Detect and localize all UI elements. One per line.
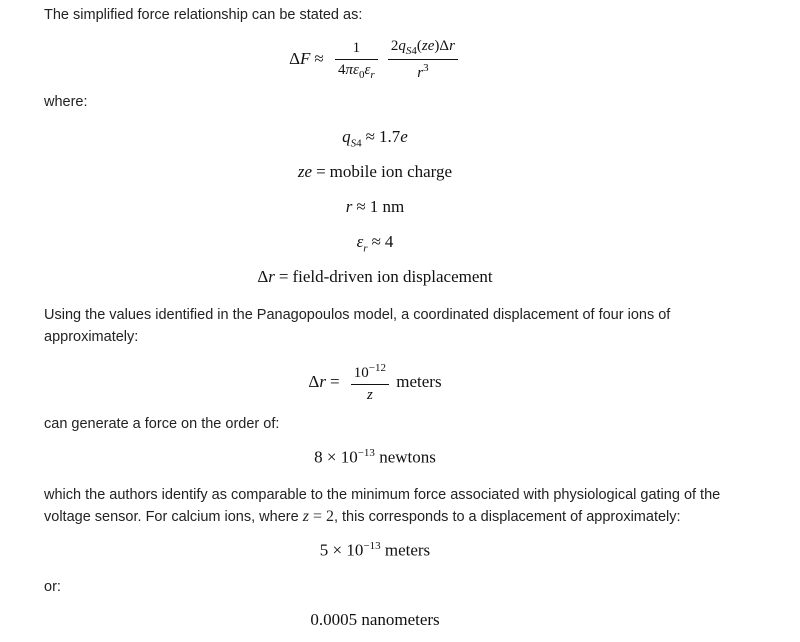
intro-text: The simplified force relationship can be stated as: bbox=[44, 7, 363, 23]
r-equation: r ≈ 1 nm bbox=[345, 197, 405, 216]
or-text: or: bbox=[44, 579, 61, 595]
using-text: Using the values identified in the Panagopoulos model, a coordinated displacement of four ions of approximately: bbox=[44, 307, 671, 345]
nanometers-equation: 0.0005 nanometers bbox=[310, 610, 440, 629]
identify-text: which the authors identify as comparable to the minimum force associated with physiological gating of the voltage sensor. For calcium ions, where z = 2, this corresponds to a displacement of approximately: bbox=[44, 487, 721, 525]
q-equation: $q_{S4} \approx 1.7e$ bbox=[342, 127, 408, 150]
force-value-equation: $8 \times 10^{-13}$ newtons bbox=[314, 447, 436, 467]
ze-equation: ze = mobile ion charge bbox=[297, 162, 453, 181]
displacement-fraction-equation: Δr = $\frac{10^{-12}}{z}$ meters bbox=[308, 362, 442, 403]
where-text: where: bbox=[44, 94, 88, 110]
displacement-value-equation: $5 \times 10^{-13}$ meters bbox=[319, 540, 431, 560]
epsilon-equation: $\varepsilon_r \approx 4$ bbox=[356, 232, 394, 255]
dr-equation: Δr = field-driven ion displacement bbox=[257, 267, 493, 286]
force-equation: ΔF ≈ $\frac{1}{4\pi\varepsilon_0\varepsilon_r}$ $\frac{2q_{S4}(ze)\Delta r}{r^3}$ bbox=[0, 38, 750, 82]
force-intro-text: can generate a force on the order of: bbox=[44, 416, 280, 432]
